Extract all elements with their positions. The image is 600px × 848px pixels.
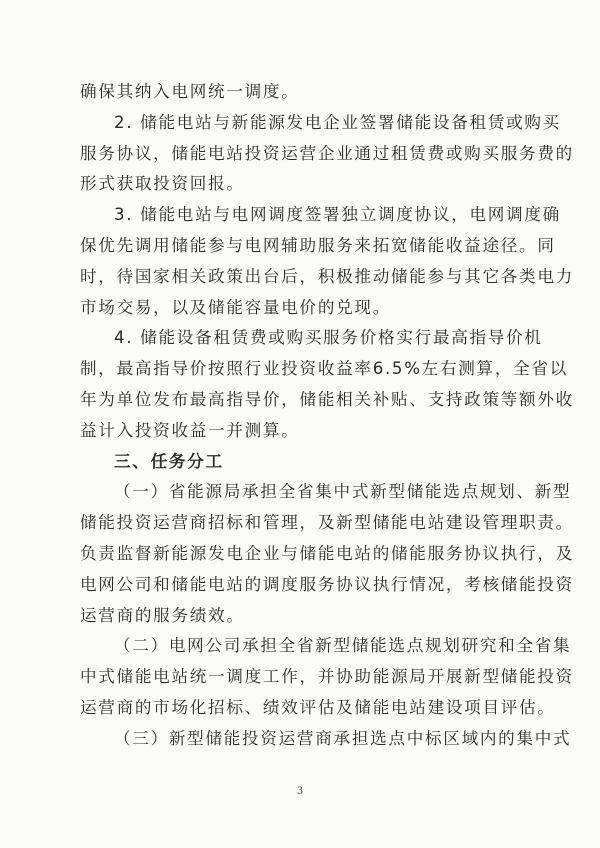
body-line: 2. 储能电站与新能源发电企业签署储能设备租赁或购买 — [114, 112, 561, 132]
body-line: 益计入投资收益一并测算。 — [80, 420, 300, 440]
body-line: 市场交易，以及储能容量电价的兑现。 — [80, 297, 391, 317]
body-line: 储能投资运营商招标和管理，及新型储能电站建设管理职责。 — [80, 513, 574, 533]
body-line: 负责监督新能源发电企业与储能电站的储能服务协议执行，及 — [80, 543, 574, 563]
body-line: （一）省能源局承担全省集中式新型储能选点规划、新型 — [114, 482, 572, 502]
section-heading: 三、任务分工 — [114, 451, 224, 471]
body-line: 制，最高指导价按照行业投资收益率6.5%左右测算，全省以 — [80, 359, 569, 379]
body-line: 保优先调用储能参与电网辅助服务来拓宽储能收益途径。同 — [80, 235, 556, 255]
body-line: 电网公司和储能电站的调度服务协议执行情况，考核储能投资 — [80, 574, 574, 594]
body-line: 运营商的服务绩效。 — [80, 605, 245, 625]
page-number: 3 — [296, 786, 304, 797]
body-line: 3. 储能电站与电网调度签署独立调度协议，电网调度确 — [114, 205, 561, 225]
body-line: 确保其纳入电网统一调度。 — [80, 82, 300, 101]
body-line: （二）电网公司承担全省新型储能选点规划研究和全省集 — [114, 636, 572, 656]
body-line: （三）新型储能投资运营商承担选点中标区域内的集中式 — [114, 728, 572, 748]
body-line: 服务协议，储能电站投资运营企业通过租赁费或购买服务费的 — [80, 143, 574, 163]
body-line: 形式获取投资回报。 — [80, 174, 245, 194]
body-line: 时，待国家相关政策出台后，积极推动储能参与其它各类电力 — [80, 266, 574, 286]
body-line: 年为单位发布最高指导价，储能相关补贴、支持政策等额外收 — [80, 389, 574, 409]
document-body — [80, 77, 574, 755]
body-line: 运营商的市场化招标、绩效评估及储能电站建设项目评估。 — [80, 697, 556, 717]
body-line: 4. 储能设备租赁费或购买服务价格实行最高指导价机 — [114, 328, 543, 348]
body-line: 中式储能电站统一调度工作，并协助能源局开展新型储能投资 — [80, 667, 574, 687]
